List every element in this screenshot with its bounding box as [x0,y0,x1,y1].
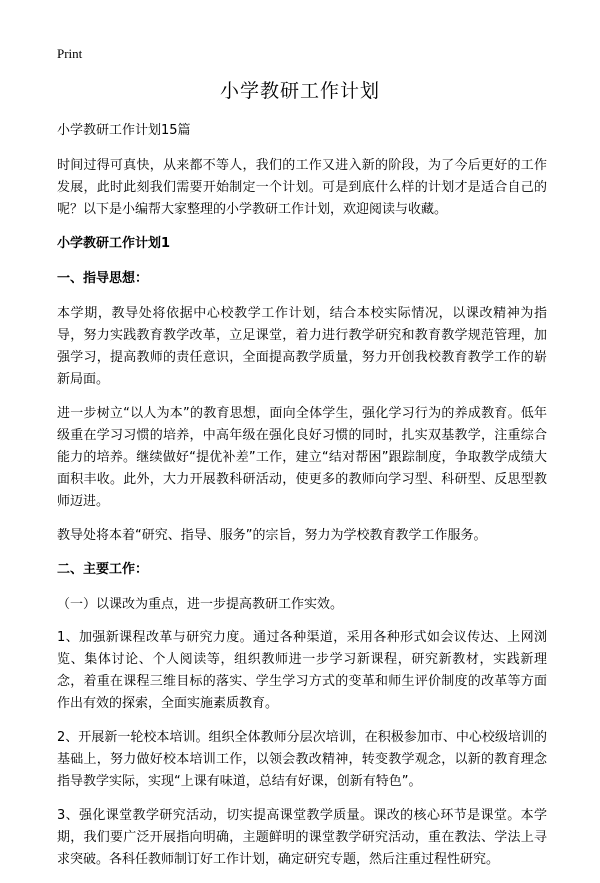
intro-paragraph: 时间过得可真快，从来都不等人，我们的工作又进入新的阶段，为了今后更好的工作发展，此时此刻我们需要开始制定一个计划。可是到底什么样的计划才是适合自己的呢？以下是小编帮大家整理的小学教研工作计划，欢迎阅读与收藏。 [57,158,547,217]
part-heading-guiding-ideology: 一、指导思想： [57,271,149,286]
paragraph: 教导处将本着“研究、指导、服务”的宗旨，努力为学校教育教学工作服务。 [57,528,487,543]
section-heading: 小学教研工作计划1 [57,236,171,251]
list-item: 2、开展新一轮校本培训。组织全体教师分层次培训，在积极参加市、中心校级培训的基础上，努力做好校本培训工作，以领会教改精神，转变教学观念，以新的教育理念指导教学实际，实现“上课有味道，总结有好课，创新有特色”。 [57,730,547,789]
part-heading-main-work: 二、主要工作： [57,562,149,577]
list-item: 3、强化课堂教学研究活动，切实提高课堂教学质量。课改的核心环节是课堂。本学期，我们要广泛开展指向明确，主题鲜明的课堂教学研究活动，重在教法、学法上寻求突破。各科任教师制订好工作计划，确定研究专题，然后注重过程性研究。 [57,808,547,867]
document-body [57,120,547,883]
paragraph: 本学期，教导处将依据中心校教学工作计划，结合本校实际情况，以课改精神为指导，努力实践教育教学改革，立足课堂，着力进行教学研究和教育教学规范管理，加强学习，提高教师的责任意识，全面提高教学质量，努力开创我校教育教学工作的崭新局面。 [57,306,547,387]
subsection-heading: （一）以课改为重点，进一步提高教研工作实效。 [57,597,344,612]
print-link[interactable]: Print [57,46,83,61]
document-subtitle: 小学教研工作计划15篇 [57,123,191,138]
paragraph: 进一步树立“以人为本”的教育思想，面向全体学生，强化学习行为的养成教育。低年级重在学习习惯的培养，中高年级在强化良好习惯的同时，扎实双基教学，注重综合能力的培养。继续做好“提优补差”工作，建立“结对帮困”跟踪制度，争取教学成绩大面积丰收。此外，大力开展教科研活动，使更多的教师向学习型、科研型、反思型教师迈进。 [57,406,547,509]
page-title: 小学教研工作计划 [219,80,380,102]
list-item: 1、加强新课程改革与研究力度。通过各种渠道，采用各种形式如会议传达、上网浏览、集体讨论、个人阅读等，组织教师进一步学习新课程，研究新教材，实践新理念，着重在课程三维目标的落实、学生学习方式的变革和师生评价制度的改革等方面作出有效的探索，全面实施素质教育。 [57,630,547,711]
